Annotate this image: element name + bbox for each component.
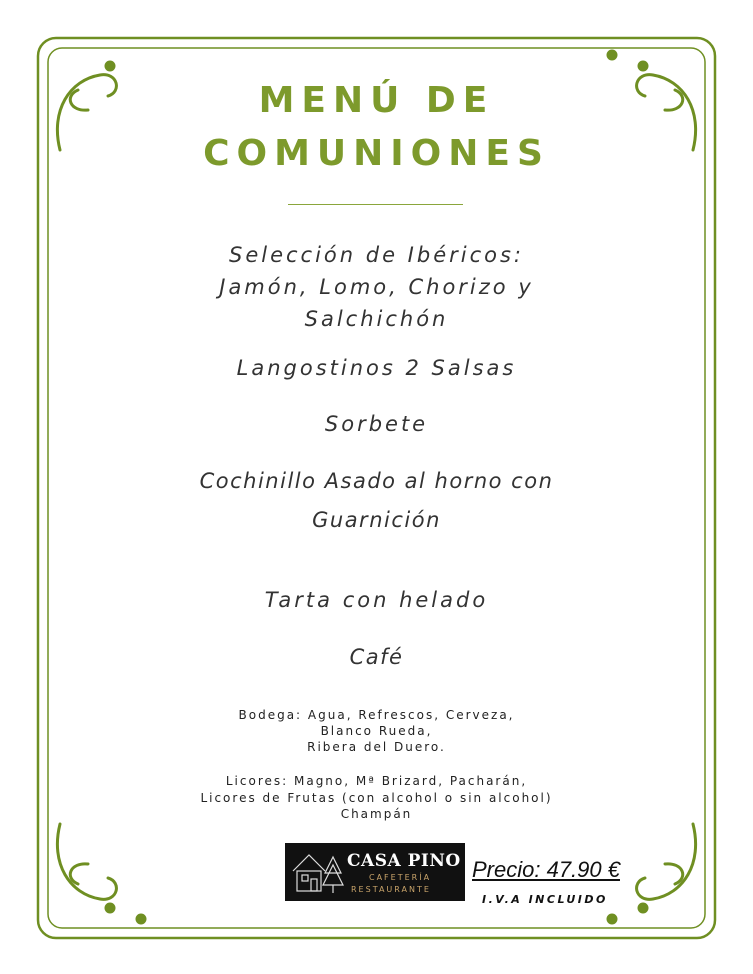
bodega-line1: Bodega: Agua, Refrescos, Cerveza, [238,708,515,722]
casa-pino-logo [285,843,465,901]
logo-subtitle-restaurante: RESTAURANTE [351,885,431,894]
dish-iberico-line3: Salchichón [304,307,449,331]
dish-langostinos: Langostinos 2 Salsas [236,356,517,380]
title-divider [288,204,463,205]
licores-line1: Licores: Magno, Mª Brizard, Pacharán, [225,774,528,788]
licores-line3: Champán [340,807,413,821]
bodega-line3: Ribera del Duero. [307,740,446,754]
menu-title-line1: MENÚ DE [258,80,495,121]
dish-cafe: Café [349,645,404,669]
menu-title-line2: COMUNIONES [203,133,550,174]
dish-iberico-line1: Selección de Ibéricos: [228,243,524,267]
house-tree-icon [289,847,345,897]
licores-line2: Licores de Frutas (con alcohol o sin alcohol) [200,791,553,805]
logo-name: CASA PINO [347,851,461,871]
logo-subtitle-cafeteria: CAFETERÍA [369,873,432,882]
dish-sorbete: Sorbete [324,412,429,436]
dish-cochinillo-line1: Cochinillo Asado al horno con [199,469,554,493]
dish-tarta: Tarta con helado [264,588,489,612]
dish-cochinillo-line2: Guarnición [312,508,441,532]
iva-note: I.V.A INCLUIDO [482,893,608,906]
bodega-line2: Blanco Rueda, [320,724,433,738]
price-label: Precio: 47.90 € [472,857,620,882]
dish-iberico-line2: Jamón, Lomo, Chorizo y [219,275,534,299]
